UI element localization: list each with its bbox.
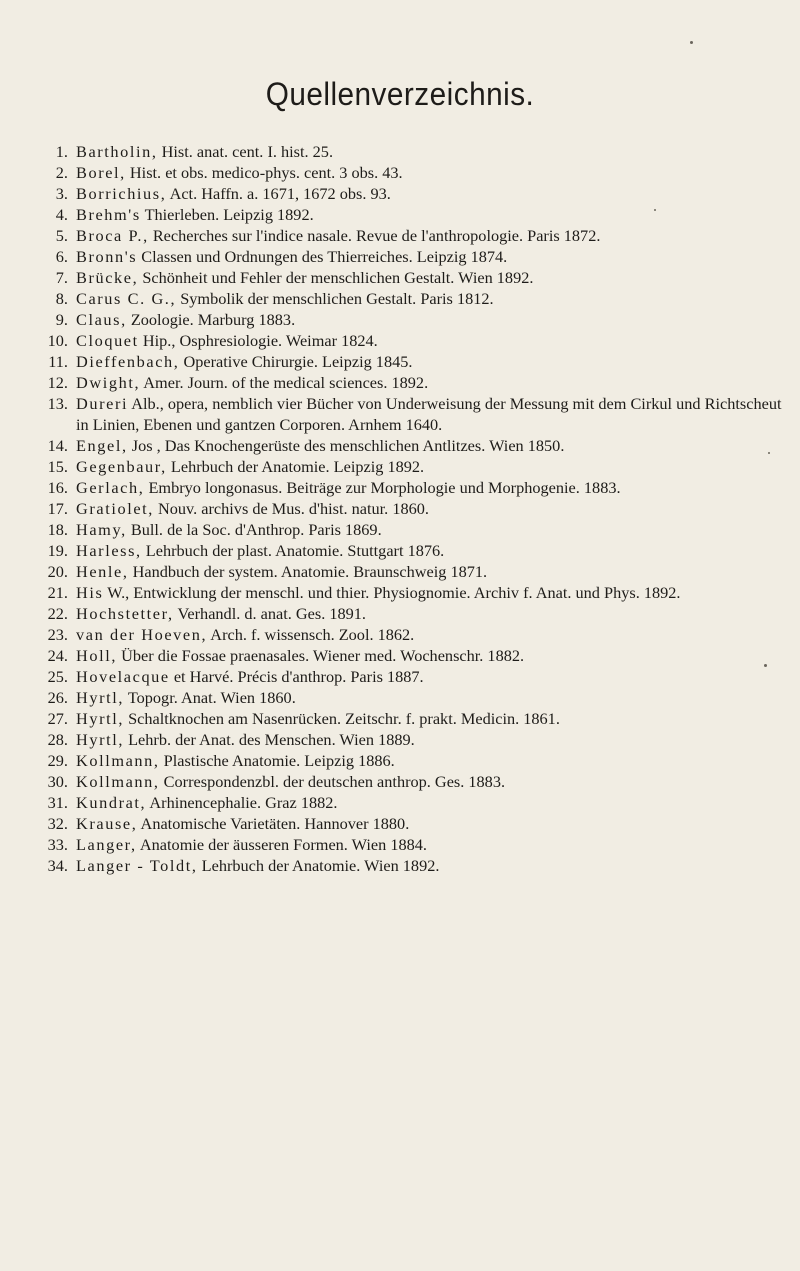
reference-number: 23. bbox=[47, 625, 68, 644]
reference-text: Nouv. archivs de Mus. d'hist. natur. 1860. bbox=[153, 499, 429, 518]
reference-text: Lehrbuch der Anatomie. Wien 1892. bbox=[197, 856, 440, 875]
reference-text: Thierleben. Leipzig 1892. bbox=[140, 205, 314, 224]
reference-number: 2. bbox=[55, 163, 68, 182]
reference-item bbox=[38, 456, 783, 477]
reference-text: Lehrbuch der plast. Anatomie. Stuttgart 1876. bbox=[141, 541, 445, 560]
reference-text: Schönheit und Fehler der menschlichen Gestalt. Wien 1892. bbox=[138, 268, 534, 287]
reference-text: Verhandl. d. anat. Ges. 1891. bbox=[173, 604, 366, 623]
reference-item bbox=[38, 351, 783, 372]
reference-number: 17. bbox=[47, 499, 68, 518]
reference-text: Symbolik der menschlichen Gestalt. Paris 1812. bbox=[176, 289, 494, 308]
reference-item bbox=[38, 645, 783, 666]
reference-text: Über die Fossae praenasales. Wiener med. Wochenschr. 1882. bbox=[117, 646, 525, 665]
reference-number: 30. bbox=[47, 772, 68, 791]
reference-author: Brehm's bbox=[76, 205, 141, 224]
reference-item bbox=[38, 624, 783, 645]
reference-item bbox=[38, 687, 783, 708]
paper-speck bbox=[764, 664, 767, 667]
reference-author: Borrichius, bbox=[76, 184, 167, 203]
reference-item bbox=[38, 771, 783, 792]
reference-item bbox=[38, 498, 783, 519]
reference-number: 16. bbox=[47, 478, 68, 497]
reference-text: Handbuch der system. Anatomie. Braunschweig 1871. bbox=[128, 562, 488, 581]
reference-item bbox=[38, 519, 783, 540]
reference-author: Gratiolet, bbox=[76, 499, 154, 518]
reference-author: Gegenbaur, bbox=[76, 457, 167, 476]
reference-number: 24. bbox=[47, 646, 68, 665]
reference-number: 15. bbox=[47, 457, 68, 476]
reference-author: Hovelacque bbox=[76, 667, 170, 686]
reference-item bbox=[38, 792, 783, 813]
reference-author: Hyrtl, bbox=[76, 730, 125, 749]
reference-item bbox=[38, 309, 783, 330]
reference-item bbox=[38, 561, 783, 582]
reference-author: Bronn's bbox=[76, 247, 138, 266]
reference-item bbox=[38, 708, 783, 729]
reference-item bbox=[38, 246, 783, 267]
reference-author: Engel, bbox=[76, 436, 128, 455]
reference-text: Anatomische Varietäten. Hannover 1880. bbox=[137, 814, 410, 833]
reference-number: 31. bbox=[47, 793, 68, 812]
reference-number: 11. bbox=[48, 352, 68, 371]
reference-author: Hyrtl, bbox=[76, 709, 125, 728]
reference-item bbox=[38, 540, 783, 561]
reference-author: van der Hoeven, bbox=[76, 625, 208, 644]
reference-text: Anatomie der äusseren Formen. Wien 1884. bbox=[136, 835, 427, 854]
reference-text: Amer. Journ. of the medical sciences. 1892. bbox=[140, 373, 429, 392]
reference-author: Kundrat, bbox=[76, 793, 147, 812]
reference-text: Schaltknochen am Nasenrücken. Zeitschr. f. prakt. Medicin. 1861. bbox=[124, 709, 560, 728]
reference-number: 22. bbox=[47, 604, 68, 623]
reference-item bbox=[38, 666, 783, 687]
reference-number: 34. bbox=[47, 856, 68, 875]
reference-author: Kollmann, bbox=[76, 772, 160, 791]
reference-number: 8. bbox=[55, 289, 68, 308]
reference-number: 29. bbox=[47, 751, 68, 770]
reference-author: Hochstetter, bbox=[76, 604, 174, 623]
reference-number: 10. bbox=[47, 331, 68, 350]
reference-text: Act. Haffn. a. 1671, 1672 obs. 93. bbox=[166, 184, 391, 203]
reference-author: Kollmann, bbox=[76, 751, 160, 770]
reference-number: 5. bbox=[55, 226, 68, 245]
reference-author: Broca P., bbox=[76, 226, 149, 245]
reference-text: Operative Chirurgie. Leipzig 1845. bbox=[179, 352, 413, 371]
reference-author: His bbox=[76, 583, 104, 602]
reference-item bbox=[38, 603, 783, 624]
reference-item bbox=[38, 225, 783, 246]
reference-author: Claus, bbox=[76, 310, 127, 329]
reference-text: Plastische Anatomie. Leipzig 1886. bbox=[159, 751, 395, 770]
reference-item bbox=[38, 813, 783, 834]
reference-text: Arch. f. wissensch. Zool. 1862. bbox=[207, 625, 415, 644]
reference-item bbox=[38, 330, 783, 351]
reference-number: 21. bbox=[47, 583, 68, 602]
reference-item bbox=[38, 183, 783, 204]
reference-author: Dureri bbox=[76, 394, 129, 413]
reference-number: 18. bbox=[47, 520, 68, 539]
reference-author: Bartholin, bbox=[76, 142, 158, 161]
reference-author: Hyrtl, bbox=[76, 688, 125, 707]
reference-author: Holl, bbox=[76, 646, 118, 665]
reference-author: Langer, bbox=[76, 835, 137, 854]
reference-text: Recherches sur l'indice nasale. Revue de l'anthropologie. Paris 1872. bbox=[148, 226, 601, 245]
reference-item bbox=[38, 750, 783, 771]
reference-number: 27. bbox=[47, 709, 68, 728]
reference-number: 26. bbox=[47, 688, 68, 707]
reference-author: Cloquet bbox=[76, 331, 139, 350]
reference-text: W., Entwicklung der menschl. und thier. Physiognomie. Archiv f. Anat. und Phys. 1892. bbox=[103, 583, 681, 602]
paper-speck bbox=[768, 452, 770, 454]
reference-number: 19. bbox=[47, 541, 68, 560]
reference-number: 28. bbox=[47, 730, 68, 749]
reference-text: Embryo longonasus. Beiträge zur Morphologie und Morphogenie. 1883. bbox=[144, 478, 621, 497]
reference-text: Alb., opera, nemblich vier Bücher von Underweisung der Messung mit dem Cirkul und Richtscheut in Linien, Ebenen und gantzen Corporen. Arnhem 1640. bbox=[76, 394, 782, 434]
reference-text: Jos , Das Knochengerüste des menschlichen Antlitzes. Wien 1850. bbox=[127, 436, 565, 455]
reference-text: Hip., Osphresiologie. Weimar 1824. bbox=[138, 331, 378, 350]
reference-number: 32. bbox=[47, 814, 68, 833]
reference-item bbox=[38, 141, 783, 162]
reference-number: 12. bbox=[47, 373, 68, 392]
reference-item bbox=[38, 288, 783, 309]
reference-author: Harless, bbox=[76, 541, 142, 560]
paper-speck bbox=[690, 41, 693, 44]
reference-item bbox=[38, 834, 783, 855]
reference-author: Henle, bbox=[76, 562, 129, 581]
reference-number: 13. bbox=[47, 394, 68, 413]
reference-list bbox=[38, 141, 783, 876]
reference-text: Classen und Ordnungen des Thierreiches. Leipzig 1874. bbox=[137, 247, 508, 266]
reference-text: Correspondenzbl. der deutschen anthrop. Ges. 1883. bbox=[159, 772, 506, 791]
reference-author: Gerlach, bbox=[76, 478, 145, 497]
reference-number: 20. bbox=[47, 562, 68, 581]
reference-number: 1. bbox=[55, 142, 68, 161]
reference-item bbox=[38, 855, 783, 876]
reference-author: Dieffenbach, bbox=[76, 352, 180, 371]
reference-author: Langer - Toldt, bbox=[76, 856, 198, 875]
page-title: Quellenverzeichnis. bbox=[265, 76, 535, 112]
reference-item bbox=[38, 477, 783, 498]
reference-item bbox=[38, 435, 783, 456]
reference-author: Dwight, bbox=[76, 373, 141, 392]
reference-item bbox=[38, 204, 783, 225]
reference-text: Zoologie. Marburg 1883. bbox=[126, 310, 296, 329]
reference-item bbox=[38, 267, 783, 288]
paper-speck bbox=[654, 209, 656, 211]
reference-text: Hist. et obs. medico-phys. cent. 3 obs. 43. bbox=[125, 163, 403, 182]
reference-text: Topogr. Anat. Wien 1860. bbox=[124, 688, 296, 707]
reference-text: Arhinencephalie. Graz 1882. bbox=[146, 793, 338, 812]
reference-item bbox=[38, 162, 783, 183]
reference-item bbox=[38, 582, 783, 603]
reference-text: Bull. de la Soc. d'Anthrop. Paris 1869. bbox=[126, 520, 382, 539]
reference-number: 7. bbox=[55, 268, 68, 287]
reference-number: 3. bbox=[55, 184, 68, 203]
reference-text: Hist. anat. cent. I. hist. 25. bbox=[157, 142, 334, 161]
reference-item bbox=[38, 393, 783, 435]
reference-item bbox=[38, 372, 783, 393]
reference-number: 33. bbox=[47, 835, 68, 854]
reference-author: Borel, bbox=[76, 163, 126, 182]
reference-number: 6. bbox=[55, 247, 68, 266]
reference-number: 25. bbox=[47, 667, 68, 686]
reference-text: Lehrb. der Anat. des Menschen. Wien 1889. bbox=[124, 730, 415, 749]
reference-number: 4. bbox=[55, 205, 68, 224]
reference-author: Hamy, bbox=[76, 520, 127, 539]
reference-text: et Harvé. Précis d'anthrop. Paris 1887. bbox=[169, 667, 424, 686]
reference-author: Krause, bbox=[76, 814, 138, 833]
reference-number: 9. bbox=[55, 310, 68, 329]
reference-author: Carus C. G., bbox=[76, 289, 177, 308]
reference-item bbox=[38, 729, 783, 750]
reference-text: Lehrbuch der Anatomie. Leipzig 1892. bbox=[166, 457, 425, 476]
reference-number: 14. bbox=[47, 436, 68, 455]
reference-author: Brücke, bbox=[76, 268, 139, 287]
